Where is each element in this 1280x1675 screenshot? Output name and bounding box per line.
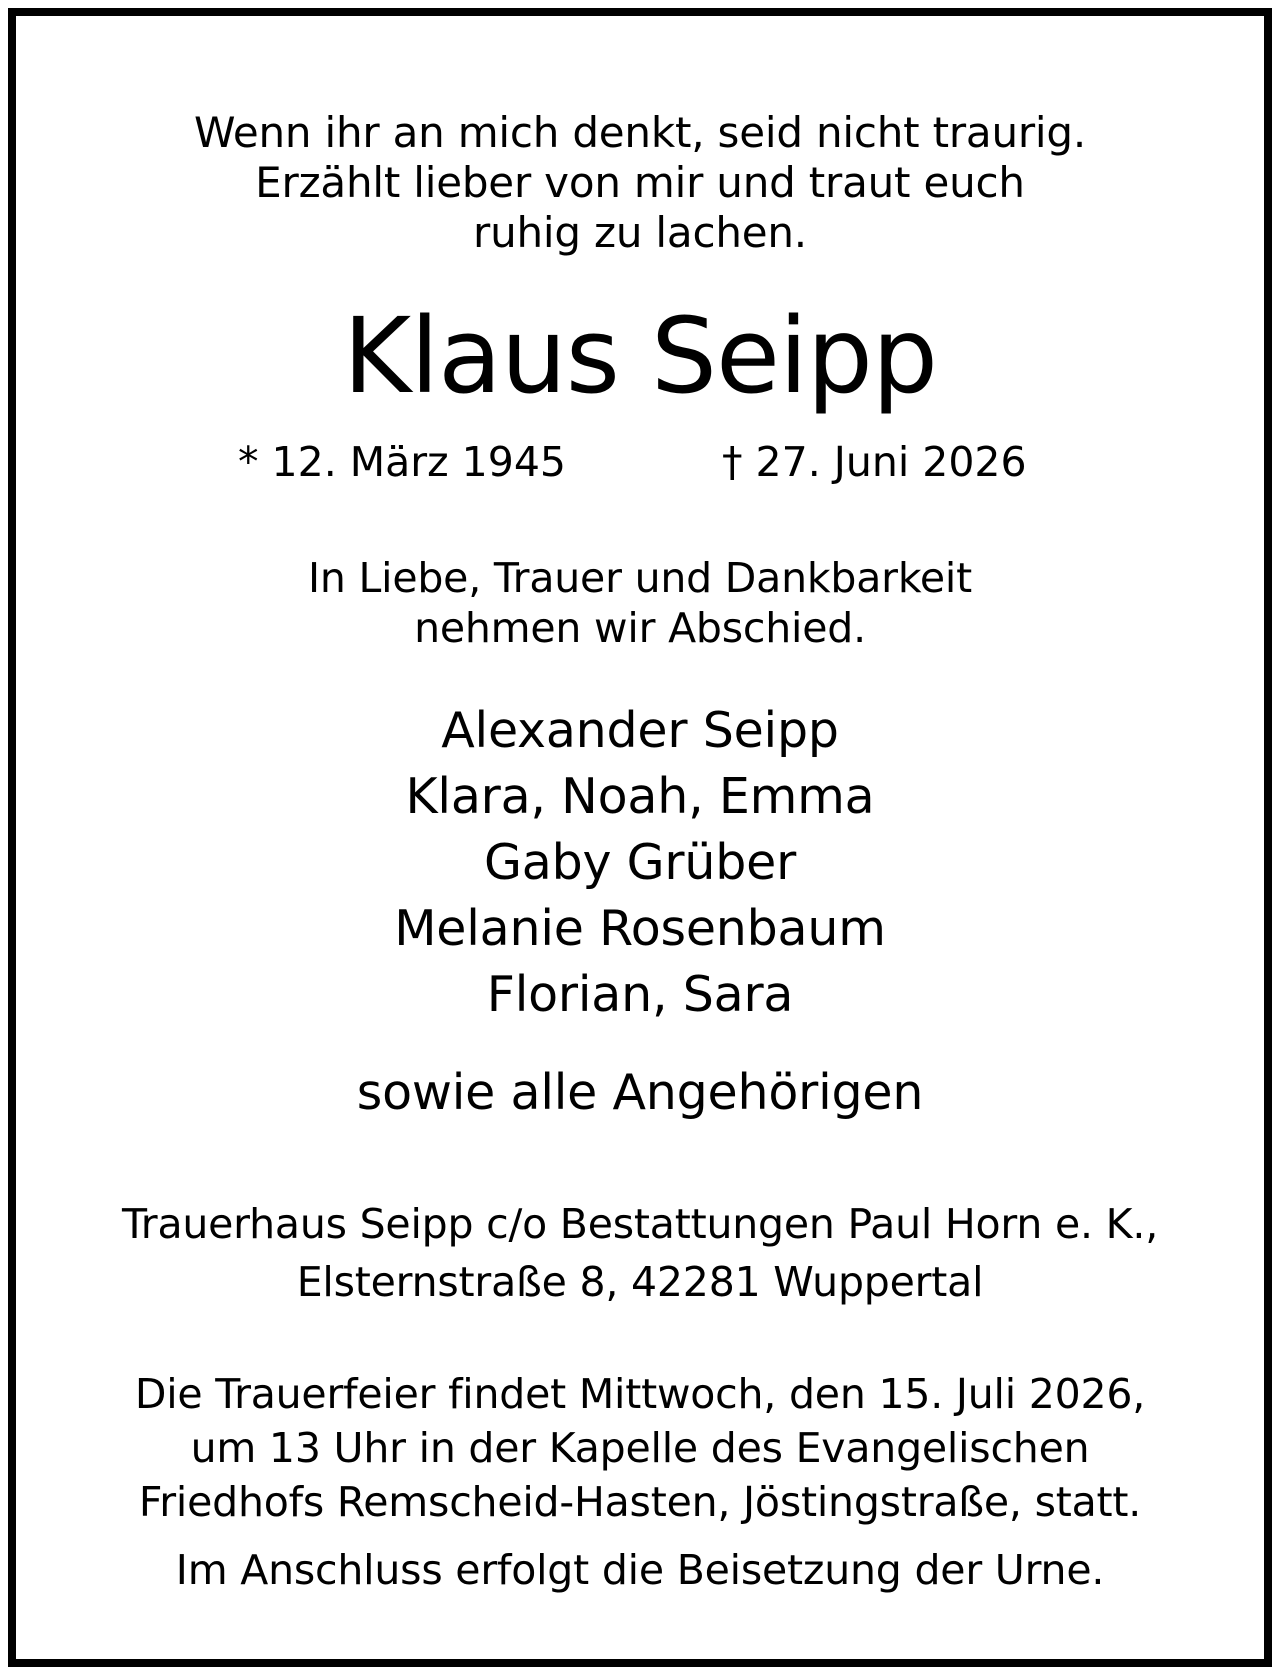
intro-line-1: In Liebe, Trauer und Dankbarkeit [307, 554, 972, 602]
ceremony-line-1: Die Trauerfeier findet Mittwoch, den 15. Juli 2026, [134, 1370, 1146, 1418]
relative-line-5: Florian, Sara [486, 966, 794, 1023]
quote-line-3: ruhig zu lachen. [473, 208, 807, 257]
burial-line: Im Anschluss erfolgt die Beisetzung der Urne. [175, 1546, 1105, 1594]
relative-line-3: Gaby Grüber [483, 834, 797, 891]
obituary-frame [8, 8, 1272, 1667]
others-line: sowie alle Angehörigen [356, 1064, 924, 1121]
quote-line-2: Erzählt lieber von mir und traut euch [255, 158, 1025, 207]
deceased-name: Klaus Seipp [343, 295, 937, 417]
address-line-1: Trauerhaus Seipp c/o Bestattungen Paul Horn e. K., [121, 1200, 1159, 1248]
quote-line-1: Wenn ihr an mich denkt, seid nicht traurig. [193, 108, 1087, 157]
relative-line-1: Alexander Seipp [441, 702, 839, 759]
relative-line-2: Klara, Noah, Emma [405, 768, 875, 825]
ceremony-line-2: um 13 Uhr in der Kapelle des Evangelischen [190, 1424, 1090, 1472]
relative-line-4: Melanie Rosenbaum [394, 900, 886, 957]
birth-date: * 12. März 1945 [238, 438, 567, 486]
address-line-2: Elsternstraße 8, 42281 Wuppertal [296, 1258, 984, 1306]
death-date: † 27. Juni 2026 [722, 438, 1027, 486]
intro-line-2: nehmen wir Abschied. [414, 604, 866, 652]
ceremony-line-3: Friedhofs Remscheid-Hasten, Jöstingstraße, statt. [138, 1478, 1142, 1526]
